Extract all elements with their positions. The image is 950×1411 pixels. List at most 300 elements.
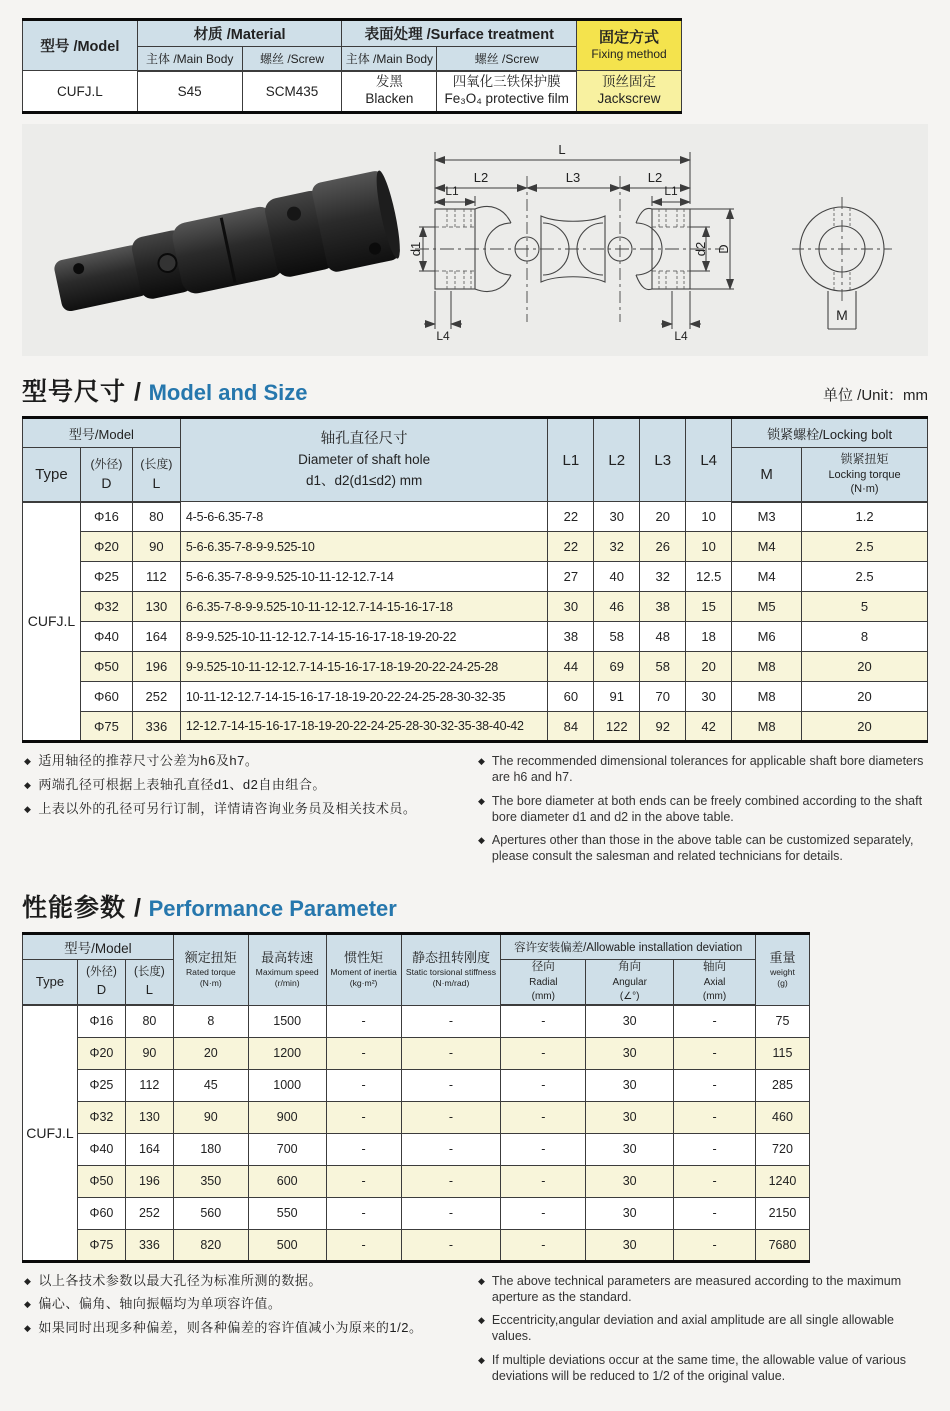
cell-inertia: - [326,1133,401,1165]
cell-torque: 20 [173,1037,248,1069]
cell-l: 336 [125,1229,173,1261]
stiff-cn: 静态扭转刚度 [411,950,490,966]
cell-speed: 1500 [248,1005,326,1037]
cell-axial: - [674,1101,756,1133]
note-item [24,753,464,770]
cell-d: Φ32 [77,1101,125,1133]
cell-l3: 38 [640,592,686,622]
note-item [478,1312,926,1345]
bullet-icon: ◆ [24,1323,32,1334]
cell-l4: 30 [686,682,732,712]
cell-l2: 91 [594,682,640,712]
cell-torque: 1.2 [802,502,928,532]
cell-l2: 40 [594,562,640,592]
screw-material-value: SCM435 [242,71,342,113]
bullet-icon: ◆ [478,756,485,766]
surface-body-header: 主体 /Main Body [342,47,437,71]
cell-l3: 20 [640,502,686,532]
cell-d: Φ20 [80,532,132,562]
cell-l4: 18 [686,622,732,652]
dim-label-M: M [836,307,848,323]
cell-l2: 32 [594,532,640,562]
bore-header-spec: d1、d2(d1≤d2) mm [306,473,423,489]
torque-cn: 额定扭矩 [184,950,237,966]
drawing-band [22,124,928,356]
cell-l: 130 [132,592,180,622]
cell-weight: 720 [755,1133,809,1165]
cell-inertia: - [326,1005,401,1037]
note-text: 两端孔径可根据上表轴孔直径d1、d2自由组合。 [38,776,326,792]
perf-title-cn: 性能参数 / [22,893,142,922]
torque-unit: (N·m) [199,978,222,989]
cell-l: 80 [125,1005,173,1037]
cell-bores: 6-6.35-7-8-9-9.525-10-11-12-12.7-14-15-16-17-18 [180,592,547,622]
cell-torque: 180 [173,1133,248,1165]
material-body-header: 主体 /Main Body [137,47,242,71]
spec-data-row [23,71,682,113]
cell-speed: 900 [248,1101,326,1133]
size-notes [24,753,926,872]
cell-speed: 700 [248,1133,326,1165]
cell-speed: 600 [248,1165,326,1197]
cell-l3: 26 [640,532,686,562]
stiffness-header [401,933,501,1005]
fixing-method-en: Fixing method [591,47,667,62]
body-surface-value [342,71,437,113]
speed-en: Maximum speed [255,966,319,977]
note-text: The bore diameter at both ends can be freely combined according to the shaft bore diameter d1 and d2 in the above table. [491,793,923,824]
cell-axial: - [674,1229,756,1261]
size-row [23,502,928,532]
cell-speed: 550 [248,1197,326,1229]
d-cn: (外径) [86,966,117,979]
cell-l: 112 [132,562,180,592]
outer-diameter-header [77,959,125,1005]
note-text: The recommended dimensional tolerances for applicable shaft bore diameters are h6 and h7. [491,754,924,785]
weight-en: weight [770,966,795,977]
max-speed-header [248,933,326,1005]
note-item [24,777,464,794]
locking-bolt-group-header: 锁紧螺栓/Locking bolt [732,418,928,448]
perf-row [23,1005,810,1037]
fixing-value-en: Jackscrew [597,91,661,106]
locking-torque-header [802,448,928,502]
cell-l4: 12.5 [686,562,732,592]
note-item [24,801,464,818]
material-spec-table [22,18,682,114]
surface-treatment-header: 表面处理 /Surface treatment [342,20,577,47]
unit-label: 单位 /Unit：mm [822,387,928,404]
cell-d: Φ50 [80,652,132,682]
cell-m: M8 [732,652,802,682]
cell-weight: 2150 [755,1197,809,1229]
note-item [478,1352,926,1385]
perf-section-header [22,888,928,924]
body-surface-en: Blacken [365,91,414,107]
fixing-method-cn: 固定方式 [599,28,660,46]
bullet-icon: ◆ [478,835,485,845]
cell-radial: - [501,1005,586,1037]
cell-axial: - [674,1005,756,1037]
dim-label-L2-left: L2 [473,170,489,185]
cell-weight: 7680 [755,1229,809,1261]
cell-m: M6 [732,622,802,652]
l3-header: L3 [640,418,686,502]
cell-l3: 58 [640,652,686,682]
perf-notes-en [478,1273,926,1392]
cell-stiffness: - [401,1165,501,1197]
perf-row [23,1133,810,1165]
cell-bores: 10-11-12-12.7-14-15-16-17-18-19-20-22-24-25-28-30-32-35 [180,682,547,712]
cell-l1: 38 [548,622,594,652]
perf-section-title [22,888,397,924]
cell-radial: - [501,1133,586,1165]
radial-unit: (mm) [531,990,555,1002]
angular-header [586,959,674,1005]
screw-surface-value [437,71,577,113]
axial-unit: (mm) [702,990,727,1002]
cell-d: Φ16 [80,502,132,532]
cell-l: 196 [132,652,180,682]
cell-torque: 8 [173,1005,248,1037]
d-header-cn: (外径) [90,456,123,471]
dim-label-L2-right: L2 [647,170,663,185]
cell-l1: 44 [548,652,594,682]
d-label: D [96,981,107,997]
dim-label-L1-left: L1 [445,184,459,198]
perf-title-en: Performance Parameter [148,895,397,921]
size-row [23,592,928,622]
cell-l3: 70 [640,682,686,712]
size-header-row-1 [23,418,928,448]
note-item [24,1296,464,1313]
cell-d: Φ75 [80,712,132,742]
cell-torque: 20 [802,682,928,712]
cell-inertia: - [326,1229,401,1261]
note-text: Apertures other than those in the above table can be customized separately, please consult the salesman and related technicians for details. [491,833,914,864]
cell-d: Φ20 [77,1037,125,1069]
type-header: Type [23,448,81,502]
inertia-cn: 惯性矩 [344,950,384,966]
perf-notes [24,1273,926,1392]
bullet-icon: ◆ [478,795,485,806]
cell-axial: - [674,1197,756,1229]
torque-header-unit: (N·m) [850,483,879,496]
type-value: CUFJ.L [23,1005,78,1261]
dim-label-D: D [716,244,731,254]
bullet-icon: ◆ [24,756,32,766]
torque-header-en: Locking torque [828,468,901,481]
bore-header-en: Diameter of shaft hole [298,452,431,468]
cell-d: Φ60 [80,682,132,712]
radial-cn: 径向 [531,961,555,974]
dim-label-L4-left: L4 [436,329,450,343]
size-row [23,652,928,682]
cell-l4: 10 [686,502,732,532]
l4-header: L4 [686,418,732,502]
cell-torque: 20 [802,712,928,742]
cell-m: M4 [732,532,802,562]
bullet-icon: ◆ [478,1275,485,1286]
l-header: L [152,474,161,491]
perf-row [23,1229,810,1261]
cell-inertia: - [326,1069,401,1101]
fixing-method-header [577,20,682,71]
cell-torque: 5 [802,592,928,622]
cell-weight: 285 [755,1069,809,1101]
note-text: 如果同时出现多种偏差，则各种偏差的容许值减小为原来的1/2。 [38,1320,423,1336]
cell-l: 252 [125,1197,173,1229]
l1-header: L1 [548,418,594,502]
cell-d: Φ16 [77,1005,125,1037]
size-section-title [22,372,308,408]
inertia-en: Moment of inertia [330,966,397,977]
note-text: 上表以外的孔径可另行订制，详情请咨询业务员及相关技术员。 [38,800,417,816]
cell-stiffness: - [401,1005,501,1037]
cell-torque: 820 [173,1229,248,1261]
dim-label-L: L [558,142,566,157]
cell-l4: 10 [686,532,732,562]
cell-d: Φ60 [77,1197,125,1229]
note-text: 适用轴径的推荐尺寸公差为h6及h7。 [38,753,259,768]
note-text: 以上各技术参数以最大孔径为标准所测的数据。 [38,1272,322,1288]
cell-l: 112 [125,1069,173,1101]
size-section-header [22,372,928,408]
cell-weight: 1240 [755,1165,809,1197]
note-item [478,753,926,786]
cell-l: 90 [125,1037,173,1069]
cell-l3: 32 [640,562,686,592]
dim-label-d2: d2 [693,241,708,257]
cell-torque: 2.5 [802,532,928,562]
type-value: CUFJ.L [23,502,81,742]
cell-l1: 27 [548,562,594,592]
radial-header [501,959,586,1005]
perf-notes-cn [24,1273,464,1392]
cell-l: 164 [125,1133,173,1165]
length-header [125,959,173,1005]
bullet-icon: ◆ [478,1315,485,1325]
size-title-en: Model and Size [148,380,308,405]
perf-row [23,1037,810,1069]
outer-diameter-header [80,448,132,502]
cell-torque: 560 [173,1197,248,1229]
cell-l2: 122 [594,712,640,742]
dim-label-L1-right: L1 [664,184,678,198]
note-item [478,832,926,865]
bullet-icon: ◆ [24,1299,32,1310]
cell-inertia: - [326,1197,401,1229]
weight-header [755,933,809,1005]
size-row [23,562,928,592]
cell-angular: 30 [586,1165,674,1197]
l2-header: L2 [594,418,640,502]
cell-l2: 30 [594,502,640,532]
angular-unit: (∠°) [619,990,640,1002]
cell-l: 252 [132,682,180,712]
perf-row [23,1165,810,1197]
cell-l: 130 [125,1101,173,1133]
note-item [478,1273,926,1306]
cell-axial: - [674,1037,756,1069]
cell-angular: 30 [586,1069,674,1101]
cell-radial: - [501,1229,586,1261]
cell-d: Φ40 [77,1133,125,1165]
cell-axial: - [674,1165,756,1197]
cell-m: M8 [732,712,802,742]
cell-angular: 30 [586,1229,674,1261]
cell-angular: 30 [586,1005,674,1037]
cell-weight: 115 [755,1037,809,1069]
cell-bores: 8-9-9.525-10-11-12-12.7-14-15-16-17-18-19-20-22 [180,622,547,652]
radial-en: Radial [529,977,558,988]
axial-en: Axial [703,977,726,988]
cell-speed: 1000 [248,1069,326,1101]
cell-m: M8 [732,682,802,712]
cell-radial: - [501,1197,586,1229]
model-group-header: 型号/Model [23,933,174,959]
cell-radial: - [501,1101,586,1133]
deviation-group-header: 容许安装偏差/Allowable installation deviation [501,933,756,959]
material-screw-header: 螺丝 /Screw [242,47,342,71]
cell-d: Φ25 [80,562,132,592]
stiff-unit: (N·m/rad) [432,978,470,989]
cell-stiffness: - [401,1133,501,1165]
angular-en: Angular [612,977,647,988]
cell-torque: 20 [802,652,928,682]
spec-header-row-1 [23,20,682,47]
bore-header-cn: 轴孔直径尺寸 [320,430,408,447]
cell-l1: 60 [548,682,594,712]
note-item [24,1320,464,1337]
cell-l: 196 [125,1165,173,1197]
cell-angular: 30 [586,1037,674,1069]
size-row [23,532,928,562]
note-text: The above technical parameters are measured according to the maximum aperture as the standard. [491,1273,902,1304]
cell-l1: 22 [548,532,594,562]
speed-unit: (r/min) [274,978,300,989]
cell-l: 336 [132,712,180,742]
cell-bores: 4-5-6-6.35-7-8 [180,502,547,532]
cell-weight: 460 [755,1101,809,1133]
note-item [478,793,926,826]
cell-d: Φ32 [80,592,132,622]
rated-torque-header [173,933,248,1005]
cell-radial: - [501,1037,586,1069]
model-size-table [22,416,928,743]
technical-drawing [22,124,928,356]
size-notes-cn [24,753,464,872]
bullet-icon: ◆ [24,1275,32,1286]
cell-bores: 9-9.525-10-11-12-12.7-14-15-16-17-18-19-20-22-24-25-28 [180,652,547,682]
angular-cn: 角向 [618,961,642,974]
fixing-method-value [577,71,682,113]
cell-axial: - [674,1069,756,1101]
cell-d: Φ40 [80,622,132,652]
surface-screw-header: 螺丝 /Screw [437,47,577,71]
bullet-icon: ◆ [24,803,32,814]
torque-en: Rated torque [185,966,236,977]
cell-torque: 45 [173,1069,248,1101]
cell-l2: 69 [594,652,640,682]
note-text: If multiple deviations occur at the same time, the allowable value of various deviations will be reduced to 1/2 of the original value. [491,1352,907,1383]
torque-header-cn: 锁紧扭矩 [840,452,889,467]
model-group-header: 型号/Model [23,418,181,448]
cell-inertia: - [326,1165,401,1197]
axial-cn: 轴向 [703,961,727,974]
cell-stiffness: - [401,1037,501,1069]
performance-table [22,932,810,1263]
cell-torque: 350 [173,1165,248,1197]
length-header [132,448,180,502]
cell-l2: 58 [594,622,640,652]
inertia-unit: (kg·m²) [349,978,378,989]
weight-cn: 重量 [769,950,796,966]
d-header: D [101,474,112,491]
m-header: M [732,448,802,502]
cell-inertia: - [326,1037,401,1069]
cell-angular: 30 [586,1197,674,1229]
perf-header-row-1 [23,933,810,959]
dim-label-d1: d1 [408,241,423,257]
cell-speed: 1200 [248,1037,326,1069]
cell-axial: - [674,1133,756,1165]
cell-l1: 30 [548,592,594,622]
cell-l: 80 [132,502,180,532]
cell-stiffness: - [401,1069,501,1101]
model-header: 型号 /Model [23,20,138,71]
cell-bores: 5-6-6.35-7-8-9-9.525-10 [180,532,547,562]
size-title-cn: 型号尺寸 / [22,378,142,406]
cell-l3: 92 [640,712,686,742]
cell-l1: 22 [548,502,594,532]
size-row [23,682,928,712]
cell-l: 164 [132,622,180,652]
cell-torque: 2.5 [802,562,928,592]
size-notes-en [478,753,926,872]
l-cn: (长度) [134,966,165,979]
axial-header [674,959,756,1005]
body-material-value: S45 [137,71,242,113]
size-row [23,712,928,742]
bullet-icon: ◆ [24,779,32,790]
cell-weight: 75 [755,1005,809,1037]
cell-bores: 5-6-6.35-7-8-9-9.525-10-11-12-12.7-14 [180,562,547,592]
stiff-en: Static torsional stiffness [405,966,497,977]
cell-l4: 15 [686,592,732,622]
cell-l2: 46 [594,592,640,622]
l-header-cn: (长度) [140,456,173,471]
cell-torque: 8 [802,622,928,652]
cell-d: Φ75 [77,1229,125,1261]
fixing-value-cn: 顶丝固定 [602,74,657,90]
cell-inertia: - [326,1101,401,1133]
bore-diameter-header [180,418,547,502]
cell-stiffness: - [401,1229,501,1261]
cell-stiffness: - [401,1197,501,1229]
inertia-header [326,933,401,1005]
cell-l4: 42 [686,712,732,742]
cell-bores: 12-12.7-14-15-16-17-18-19-20-22-24-25-28-30-32-35-38-40-42 [180,712,547,742]
cell-d: Φ50 [77,1165,125,1197]
cell-radial: - [501,1165,586,1197]
dim-label-L3: L3 [565,170,581,185]
model-value: CUFJ.L [23,71,138,113]
perf-row [23,1069,810,1101]
cell-m: M4 [732,562,802,592]
perf-row [23,1197,810,1229]
cell-angular: 30 [586,1101,674,1133]
